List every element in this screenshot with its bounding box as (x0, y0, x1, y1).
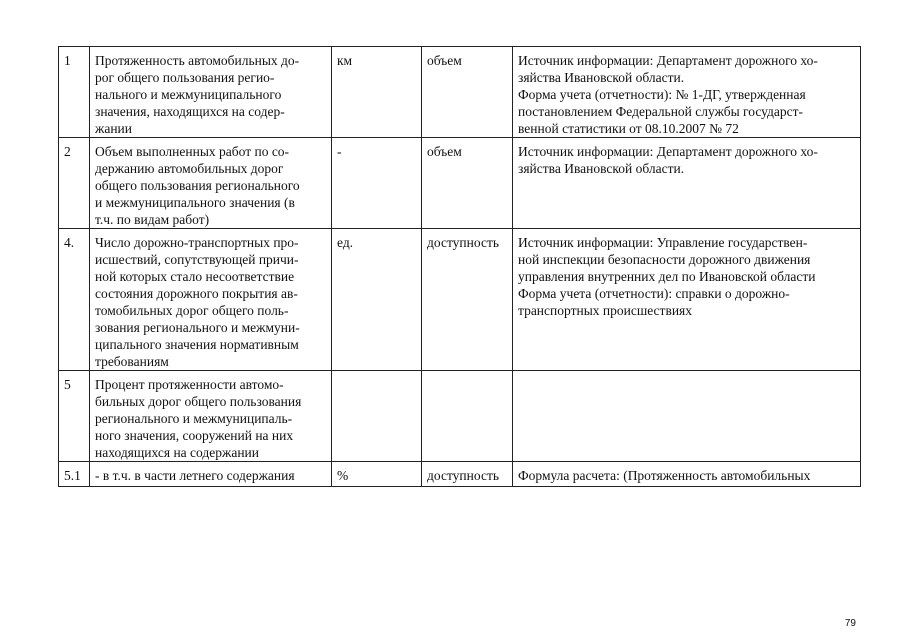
unit-cell: - (332, 138, 422, 229)
indicator-name: Процент протяженности автомо- бильных дорог общего пользования регионального и межмуниципаль- ного значения, сооружений на них находящихся на содержании (90, 371, 332, 462)
row-number: 5 (59, 371, 90, 462)
unit-cell: ед. (332, 229, 422, 371)
indicator-name: - в т.ч. в части летнего содержания (90, 462, 332, 487)
row-number: 4. (59, 229, 90, 371)
table-row (59, 371, 861, 462)
source-cell (513, 371, 861, 462)
unit-cell: % (332, 462, 422, 487)
source-cell: Источник информации: Управление государствен- ной инспекции безопасности дорожного движения управления внутренних дел по Ивановской области Форма учета (отчетности): справки о дорожно- транспортных происшествиях (513, 229, 861, 371)
unit-cell: км (332, 47, 422, 138)
page-number: 79 (844, 618, 856, 629)
table-row (59, 229, 861, 371)
table-row (59, 138, 861, 229)
indicator-name: Протяженность автомобильных до- рог общего пользования регио- нального и межмуниципального значения, находящихся на содер- жании (90, 47, 332, 138)
table-row (59, 47, 861, 138)
indicators-table (58, 46, 861, 487)
source-cell: Источник информации: Департамент дорожного хо- зяйства Ивановской области. Форма учета (отчетности): № 1-ДГ, утвержденная постановлением Федеральной службы государст- венной статистики от 08.10.2007 № 72 (513, 47, 861, 138)
table-row (59, 462, 861, 487)
indicator-name: Объем выполненных работ по со- держанию автомобильных дорог общего пользования регионального и межмуниципального значения (в т.ч. по видам работ) (90, 138, 332, 229)
type-cell (422, 371, 513, 462)
type-cell: доступность (422, 229, 513, 371)
row-number: 1 (59, 47, 90, 138)
row-number: 2 (59, 138, 90, 229)
source-cell: Источник информации: Департамент дорожного хо- зяйства Ивановской области. (513, 138, 861, 229)
type-cell: объем (422, 47, 513, 138)
row-number: 5.1 (59, 462, 90, 487)
source-cell: Формула расчета: (Протяженность автомобильных (513, 462, 861, 487)
type-cell: доступность (422, 462, 513, 487)
indicator-name: Число дорожно-транспортных про- исшествий, сопутствующей причи- ной которых стало несоответствие состояния дорожного покрытия ав- томобильных дорог общего поль- зования регионального и межмуни- ципального значения нормативным требованиям (90, 229, 332, 371)
unit-cell (332, 371, 422, 462)
type-cell: объем (422, 138, 513, 229)
